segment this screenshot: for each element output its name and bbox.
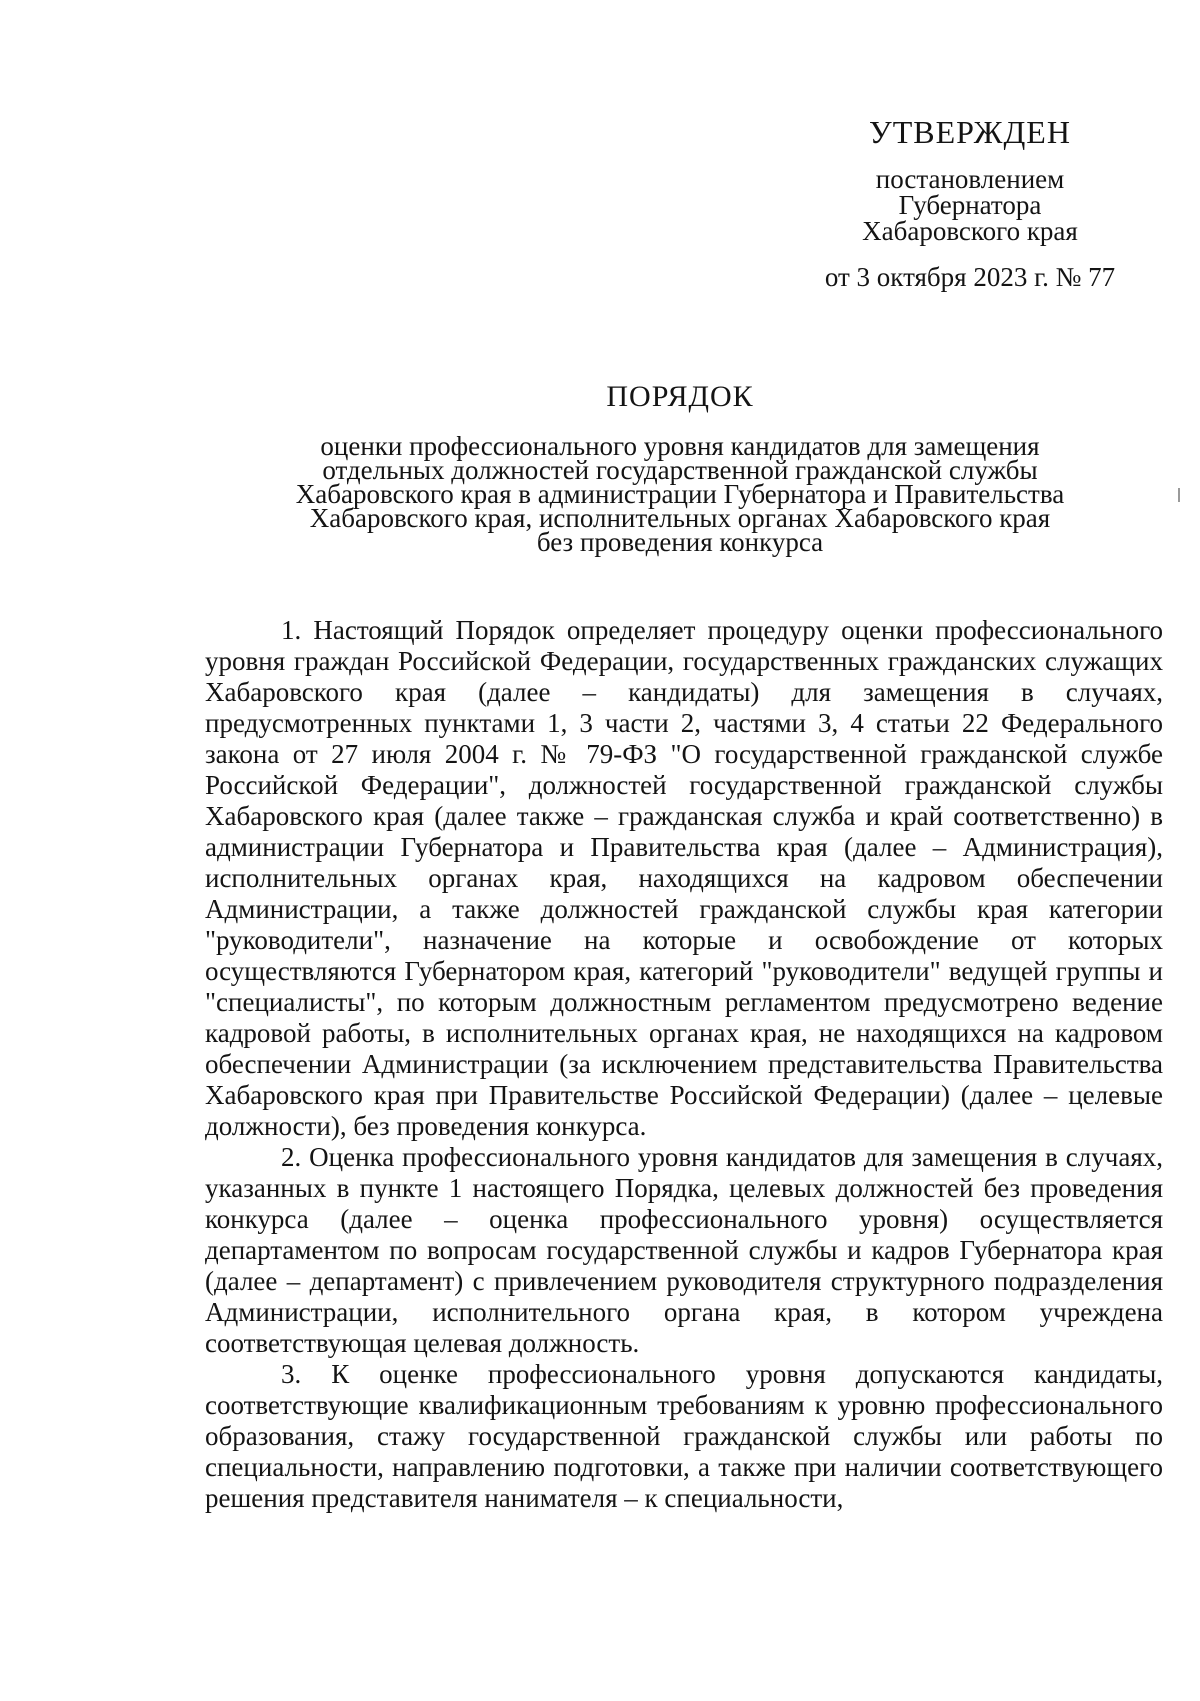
approval-stamp [760, 112, 1180, 292]
approval-line: постановлением [875, 164, 1065, 194]
approved-heading: УТВЕРЖДЕН [869, 114, 1071, 150]
document-title: ПОРЯДОК [606, 380, 754, 413]
scan-edge-mark [1178, 488, 1180, 502]
approval-date: от 3 октября 2023 г. № 77 [824, 262, 1116, 292]
paragraph-3: 3. К оценке профессионального уровня допускаются кандидаты, соответствующие квалификационным требованиям к уровню профессионального образования, стажу государственной гражданской службы или работы по специальности, направлению подготовки, а также при наличии соответствующего решения представителя нанимателя – к специальности, [205, 1359, 1163, 1513]
document-subtitle-line: оценки профессионального уровня кандидатов для замещения [320, 431, 1040, 461]
approval-line: Хабаровского края [862, 216, 1078, 246]
document-subtitle-line: без проведения конкурса [536, 527, 824, 557]
paragraph-1: 1. Настоящий Порядок определяет процедуру оценки профессионального уровня граждан Российской Федерации, государственных гражданских служащих Хабаровского края (далее – кандидаты) для замещения в случаях, предусмотренных пунктами 1, 3 части 2, частями 3, 4 статьи 22 Федерального закона от 27 июля 2004 г. № 79-ФЗ "О государственной гражданской службе Российской Федерации", должностей государственной гражданской службы Хабаровского края (далее также – гражданская служба и край соответственно) в администрации Губернатора и Правительства края (далее – Администрация), исполнительных органах края, находящихся на кадровом обеспечении Администрации, а также должностей гражданской службы края категории "руководители", назначение на которые и освобождение от которых осуществляются Губернатором края, категорий "руководители" ведущей группы и "специалисты", по которым должностным регламентом предусмотрено ведение кадровой работы, в исполнительных органах края, не находящихся на кадровом обеспечении Администрации (за исключением представительства Правительства Хабаровского края при Правительстве Российской Федерации) (далее – целевые должности), без проведения конкурса. [205, 615, 1163, 1141]
document-subtitle-line: Хабаровского края в администрации Губернатора и Правительства [295, 479, 1065, 509]
document-body [205, 615, 1163, 1514]
paragraph-2: 2. Оценка профессионального уровня кандидатов для замещения в случаях, указанных в пункте 1 настоящего Порядка, целевых должностей без проведения конкурса (далее – оценка профессионального уровня) осуществляется департаментом по вопросам государственной службы и кадров Губернатора края (далее – департамент) с привлечением руководителя структурного подразделения Администрации, исполнительного органа края, в котором учреждена соответствующая целевая должность. [205, 1142, 1163, 1358]
document-subtitle-line: Хабаровского края, исполнительных органах Хабаровского края [309, 503, 1051, 533]
document-title-block [200, 380, 1160, 557]
document-subtitle-line: отдельных должностей государственной гражданской службы [322, 455, 1038, 485]
approval-line: Губернатора [898, 190, 1042, 220]
